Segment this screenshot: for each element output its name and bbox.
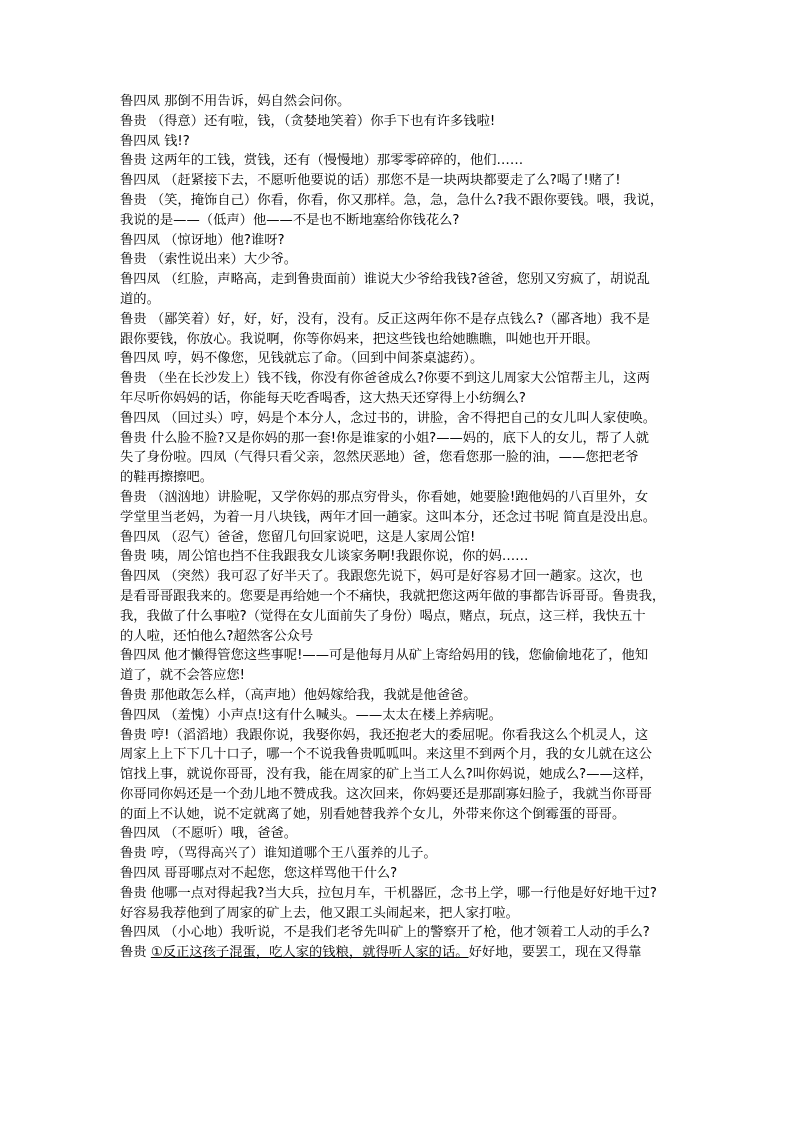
text-line: 我说的是——（低声）他——不是也不断地塞给你钱花么? — [120, 212, 460, 228]
text-line: 鲁贵 哼!（滔滔地）我跟你说，我娶你妈，我还抱老大的委屈呢。你看我这么个机灵人，这 — [120, 727, 649, 743]
text-line: 鲁贵 咦，周公馆也挡不住我跟我女儿谈家务啊!我跟你说，你的妈…… — [120, 549, 529, 565]
text-line: 失了身份啦。四凤（气得只看父亲，忽然厌恶地）爸，您看您那一脸的油，——您把老爷 — [120, 450, 639, 466]
text-line: 我，我做了什么事啦?（觉得在女儿面前失了身份）喝点，赌点，玩点，这三样，我快五十 — [120, 608, 646, 624]
text-line: 鲁贵 （汹汹地）讲脸呢，又学你妈的那点穷骨头，你看她，她要脸!跑他妈的八百里外，女 — [120, 489, 649, 505]
text-line: 跟你要钱，你放心。我说啊，你等你妈来，把这些钱也给她瞧瞧，叫她也开开眼。 — [120, 331, 599, 347]
text-line: 鲁贵 这两年的工钱，赏钱，还有（慢慢地）那零零碎碎的，他们…… — [120, 153, 524, 169]
text-line: 鲁四凤 （回过头）哼，妈是个本分人，念过书的，讲脸，舍不得把自己的女儿叫人家使唤。 — [120, 410, 657, 426]
text-line: 鲁贵 （笑，掩饰自己）你看，你看，你又那样。急，急，急什么?我不跟你要钱。喂，我说， — [120, 192, 664, 208]
text-line: 鲁四凤 （红脸，声略高，走到鲁贵面前）谁说大少爷给我钱?爸爸，您别又穷疯了，胡说乱 — [120, 272, 650, 288]
text-line: 鲁贵 那他敢怎么样，（高声地）他妈嫁给我，我就是他爸爸。 — [120, 687, 477, 703]
text-line: 鲁四凤 钱!? — [120, 133, 190, 149]
text-line: 鲁四凤 （突然）我可忍了好半天了。我跟您先说下，妈可是好容易才回一趟家。这次，也 — [120, 569, 643, 585]
text-line: 鲁贵 什么脸不脸?又是你妈的那一套!你是谁家的小姐?——妈的，底下人的女儿，帮了人就 — [120, 430, 649, 446]
text-line: 鲁四凤 （羞愧）小声点!这有什么喊头。——太太在楼上养病呢。 — [120, 707, 502, 723]
script-text — [120, 92, 694, 943]
text-line: 鲁贵 （索性说出来）大少爷。 — [120, 252, 298, 268]
text-line: 鲁贵 （得意）还有啦，钱，（贪婪地笑着）你手下也有许多钱啦! — [120, 113, 496, 129]
text-line: 好容易我荐他到了周家的矿上去，他又跟工头闹起来，把人家打啦。 — [120, 905, 519, 921]
text-line: 鲁四凤 （忍气）爸爸，您留几句回家说吧，这是人家周公馆! — [120, 529, 476, 545]
text-line: 鲁贵 他哪一点对得起我?当大兵，拉包月车，干机器匠，念书上学，哪一行他是好好地干过? — [120, 885, 657, 901]
text-line: 鲁四凤 （不愿听）哦，爸爸。 — [120, 826, 298, 842]
line-suffix: 好好地，要罢工，现在又得靠 — [468, 945, 642, 961]
text-line: 鲁四凤 那倒不用告诉，妈自然会问你。 — [120, 94, 351, 109]
text-line: 鲁四凤 哥哥哪点对不起您，您这样骂他干什么? — [120, 866, 398, 882]
text-line: 鲁四凤 哼，妈不像您，见钱就忘了命。（回到中间茶桌滤药）。 — [120, 351, 484, 367]
text-line: 学堂里当老妈，为着一月八块钱，两年才回一趟家。这叫本分，还念过书呢 简直是没出息。 — [120, 509, 657, 525]
text-line: 的人啦，还怕他么?超然客公众号 — [120, 628, 314, 644]
text-line: 的面上不认她，说不定就离了她，别看她替我养个女儿，外带来你这个倒霉蛋的哥哥。 — [120, 806, 626, 822]
text-line: 鲁贵 （鄙笑着）好，好，好，没有，没有。反正这两年你不是存点钱么?（鄙吝地）我不是 — [120, 311, 650, 327]
text-line: 年尽听你妈妈的话，你能每天吃香喝香，这大热天还穿得上小纺绸么? — [120, 390, 526, 406]
text-line: 是看哥哥跟我来的。您要是再给她一个不痛快，我就把您这两年做的事都告诉哥哥。鲁贵我， — [120, 588, 666, 604]
text-line: 鲁贵 （坐在长沙发上）钱不钱，你没有你爸爸成么?你要不到这儿周家大公馆帮主儿，这两 — [120, 371, 650, 387]
text-line: 鲁四凤 （赶紧接下去，不愿听他要说的话）那您不是一块两块都要走了么?喝了!赌了! — [120, 173, 621, 189]
text-line: 道了，就不会答应您! — [120, 668, 246, 684]
text-line: 道的。 — [120, 291, 160, 307]
text-line: 鲁贵 哼，（骂得高兴了）谁知道哪个王八蛋养的儿子。 — [120, 846, 437, 862]
text-line: 鲁四凤 （惊讶地）他?谁呀? — [120, 232, 285, 248]
text-line: 馆找上事，就说你哥哥，没有我，能在周家的矿上当工人么?叫你妈说，她成么?——这样， — [120, 767, 653, 783]
underlined-passage: ①反正这孩子混蛋，吃人家的钱粮，就得听人家的话。 — [150, 945, 469, 961]
speaker-prefix: 鲁贵 — [120, 945, 151, 961]
text-line: 的鞋再擦擦吧。 — [120, 470, 214, 486]
text-line: 鲁四凤 他才懒得管您这些事呢!——可是他每月从矿上寄给妈用的钱，您偷偷地花了，他知 — [120, 648, 649, 664]
text-line: 你哥同你妈还是一个劲儿地不赞成我。这次回来，你妈要还是那副寡妇脸子，我就当你哥哥 — [120, 786, 652, 802]
text-line: 鲁四凤 （小心地）我听说，不是我们老爷先叫矿上的警察开了枪，他才领着工人动的手么? — [120, 925, 650, 941]
text-line: 周家上上下下几十口子，哪一个不说我鲁贵呱呱叫。来这里不到两个月，我的女儿就在这公 — [120, 747, 652, 763]
text-line-last — [120, 943, 694, 963]
